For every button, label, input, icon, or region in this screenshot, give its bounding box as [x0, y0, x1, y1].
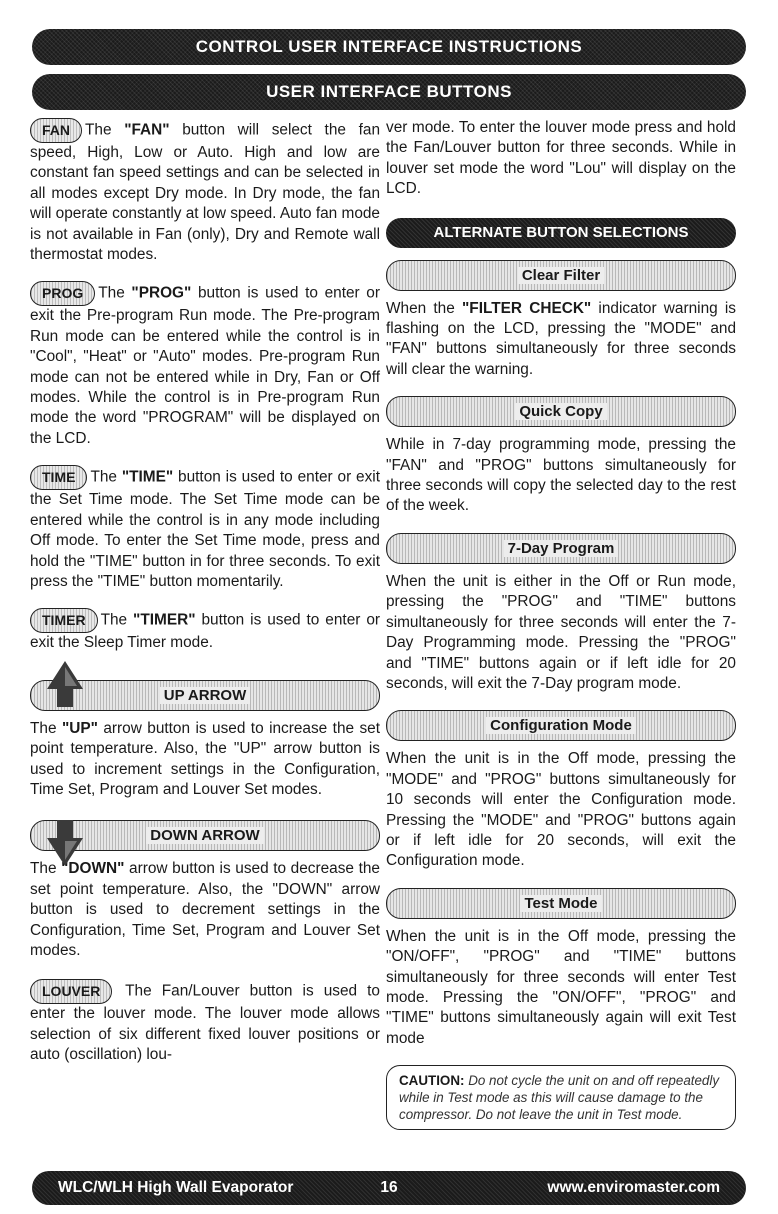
alternate-selections-banner: ALTERNATE BUTTON SELECTIONS — [386, 218, 736, 248]
footer-website: www.enviromaster.com — [547, 1179, 720, 1196]
clear-filter-text: indicator warning is flashing on the LCD, pressing the "MODE" and "FAN" buttons simultaneously for three seconds will clear the warning. — [386, 299, 737, 378]
up-arrow-icon — [45, 659, 85, 709]
configuration-button-icon — [386, 710, 736, 741]
caution-box — [386, 1065, 736, 1130]
louver-continued-text: ver mode. To enter the louver mode press and hold the Fan/Louver button for three seconds. While in louver set mode the word "Lou" will display on the LCD. — [386, 119, 736, 198]
test-mode-section — [386, 888, 736, 1049]
clear-filter-pill-label: Clear Filter — [518, 267, 604, 284]
seven-day-pill-label: 7-Day Program — [504, 540, 619, 557]
quick-copy-section — [386, 396, 736, 517]
down-arrow-button-icon — [30, 820, 380, 851]
louver-section — [30, 979, 380, 1065]
left-column — [30, 118, 380, 1082]
timer-label: "TIMER" — [133, 611, 196, 629]
time-text: button is used to enter or exit the Set Time mode. The Set Time mode can be entered while the control is in any mode including Off mode. To enter the Set Time mode, press and hold the "TIME" button in for three seconds. To exit press the "TIME" button momentarily. — [30, 468, 380, 590]
timer-button-icon: TIMER — [30, 608, 98, 633]
fan-pre: The — [85, 121, 125, 139]
fan-text: button will select the fan speed, High, Low or Auto. High and low are constant fan speed settings and can be selected in all modes except Dry mode. In Dry mode, the fan will operate constantly at low speed. Auto fan mode is not available in Fan (only), Dry and Remote wall thermostat modes. — [30, 121, 381, 264]
time-button-icon: TIME — [30, 465, 87, 490]
up-section — [30, 680, 380, 801]
timer-text: button is used to enter or exit the Sleep Timer mode. — [30, 611, 381, 652]
prog-pre: The — [98, 285, 132, 302]
timer-section — [30, 608, 380, 653]
caution-label: CAUTION: — [399, 1073, 465, 1089]
test-mode-button-icon — [386, 888, 736, 919]
page-number: 16 — [380, 1179, 398, 1196]
up-text: arrow button is used to increase the set point temperature. Also, the "UP" arrow button is used to increment settings in the Configuration, Time Set, Program and Louver Set modes. — [30, 719, 381, 798]
configuration-text: When the unit is in the Off mode, pressing the "MODE" and "PROG" buttons simultaneously for 10 seconds will enter the Configuration mode. Pressing the "MODE" and "PROG" buttons again or if left idle for 20 seconds, will exit the Configuration mode. — [386, 750, 736, 870]
filter-check-label: "FILTER CHECK" — [462, 299, 592, 317]
fan-button-icon: FAN — [30, 118, 82, 143]
quick-copy-button-icon — [386, 396, 736, 427]
prog-section — [30, 281, 380, 449]
down-pre: The — [30, 860, 62, 878]
footer-bar — [32, 1171, 746, 1205]
timer-pre: The — [100, 611, 134, 629]
footer-product: WLC/WLH High Wall Evaporator — [58, 1179, 294, 1196]
time-pre: The — [90, 468, 122, 486]
louver-button-icon: LOUVER — [30, 979, 112, 1004]
test-mode-text: When the unit is in the Off mode, pressing the "ON/OFF", "PROG" and "TIME" buttons simultaneously for three seconds will enter Test mode. Pressing the "ON/OFF", "PROG" and "TIME" buttons simultaneously again will exit Test mode — [386, 927, 736, 1047]
configuration-pill-label: Configuration Mode — [486, 717, 636, 734]
prog-text: button is used to enter or exit the Pre-program Run mode. The Pre-program Run mode can be entered while the control is in "Cool", "Heat" or "Auto" modes. Pre-program Run mode can not be entered while in Dry, Fan or Off modes. While the control is in Pre-program Run mode the word "PROGRAM" will be displayed on the LCD. — [30, 285, 380, 447]
section-title-banner: USER INTERFACE BUTTONS — [32, 74, 746, 110]
caution-text: Do not cycle the unit on and off repeatedly while in Test mode as this will cause damage to the compressor. Do not leave the unit in Test mode. — [399, 1073, 720, 1123]
up-label: "UP" — [61, 719, 98, 737]
down-section — [30, 820, 380, 961]
configuration-section — [386, 710, 736, 871]
prog-label: "PROG" — [131, 285, 192, 302]
louver-text: The Fan/Louver button is used to enter the louver mode. The louver mode allows selection of six different fixed louver positions or auto (oscillation) lou- — [30, 982, 380, 1064]
seven-day-button-icon — [386, 533, 736, 564]
clear-filter-section — [386, 260, 736, 381]
fan-label: "FAN" — [124, 121, 170, 139]
prog-button-icon: PROG — [30, 281, 95, 306]
seven-day-section — [386, 533, 736, 694]
right-column — [386, 118, 736, 1130]
clear-pre: When the — [386, 299, 462, 317]
down-arrow-pill-label: DOWN ARROW — [146, 827, 263, 844]
page-title-banner: CONTROL USER INTERFACE INSTRUCTIONS — [32, 29, 746, 65]
up-arrow-pill-label: UP ARROW — [160, 687, 251, 704]
fan-section — [30, 118, 380, 265]
down-label: "DOWN" — [61, 860, 125, 878]
down-text: arrow button is used to decrease the set point temperature. Also, the "DOWN" arrow button is used to decrement settings in the Configuration, Time Set, Program and Louver Set modes. — [30, 860, 380, 959]
seven-day-text: When the unit is either in the Off or Run mode, pressing the "PROG" and "TIME" buttons simultaneously for three seconds will enter the 7-Day Programming mode. Pressing the "PROG" and "TIME" buttons again or if left idle for 20 seconds, will exit the 7-Day program mode. — [386, 572, 736, 692]
down-arrow-icon — [45, 818, 85, 868]
time-label: "TIME" — [121, 468, 174, 486]
test-mode-pill-label: Test Mode — [520, 895, 601, 912]
quick-copy-pill-label: Quick Copy — [515, 403, 606, 420]
up-pre: The — [30, 719, 62, 737]
time-section — [30, 465, 380, 592]
up-arrow-button-icon — [30, 680, 380, 711]
quick-copy-text: While in 7-day programming mode, pressing the "FAN" and "PROG" buttons simultaneously for three seconds will copy the selected day to the rest of the week. — [386, 436, 736, 515]
clear-filter-button-icon — [386, 260, 736, 291]
